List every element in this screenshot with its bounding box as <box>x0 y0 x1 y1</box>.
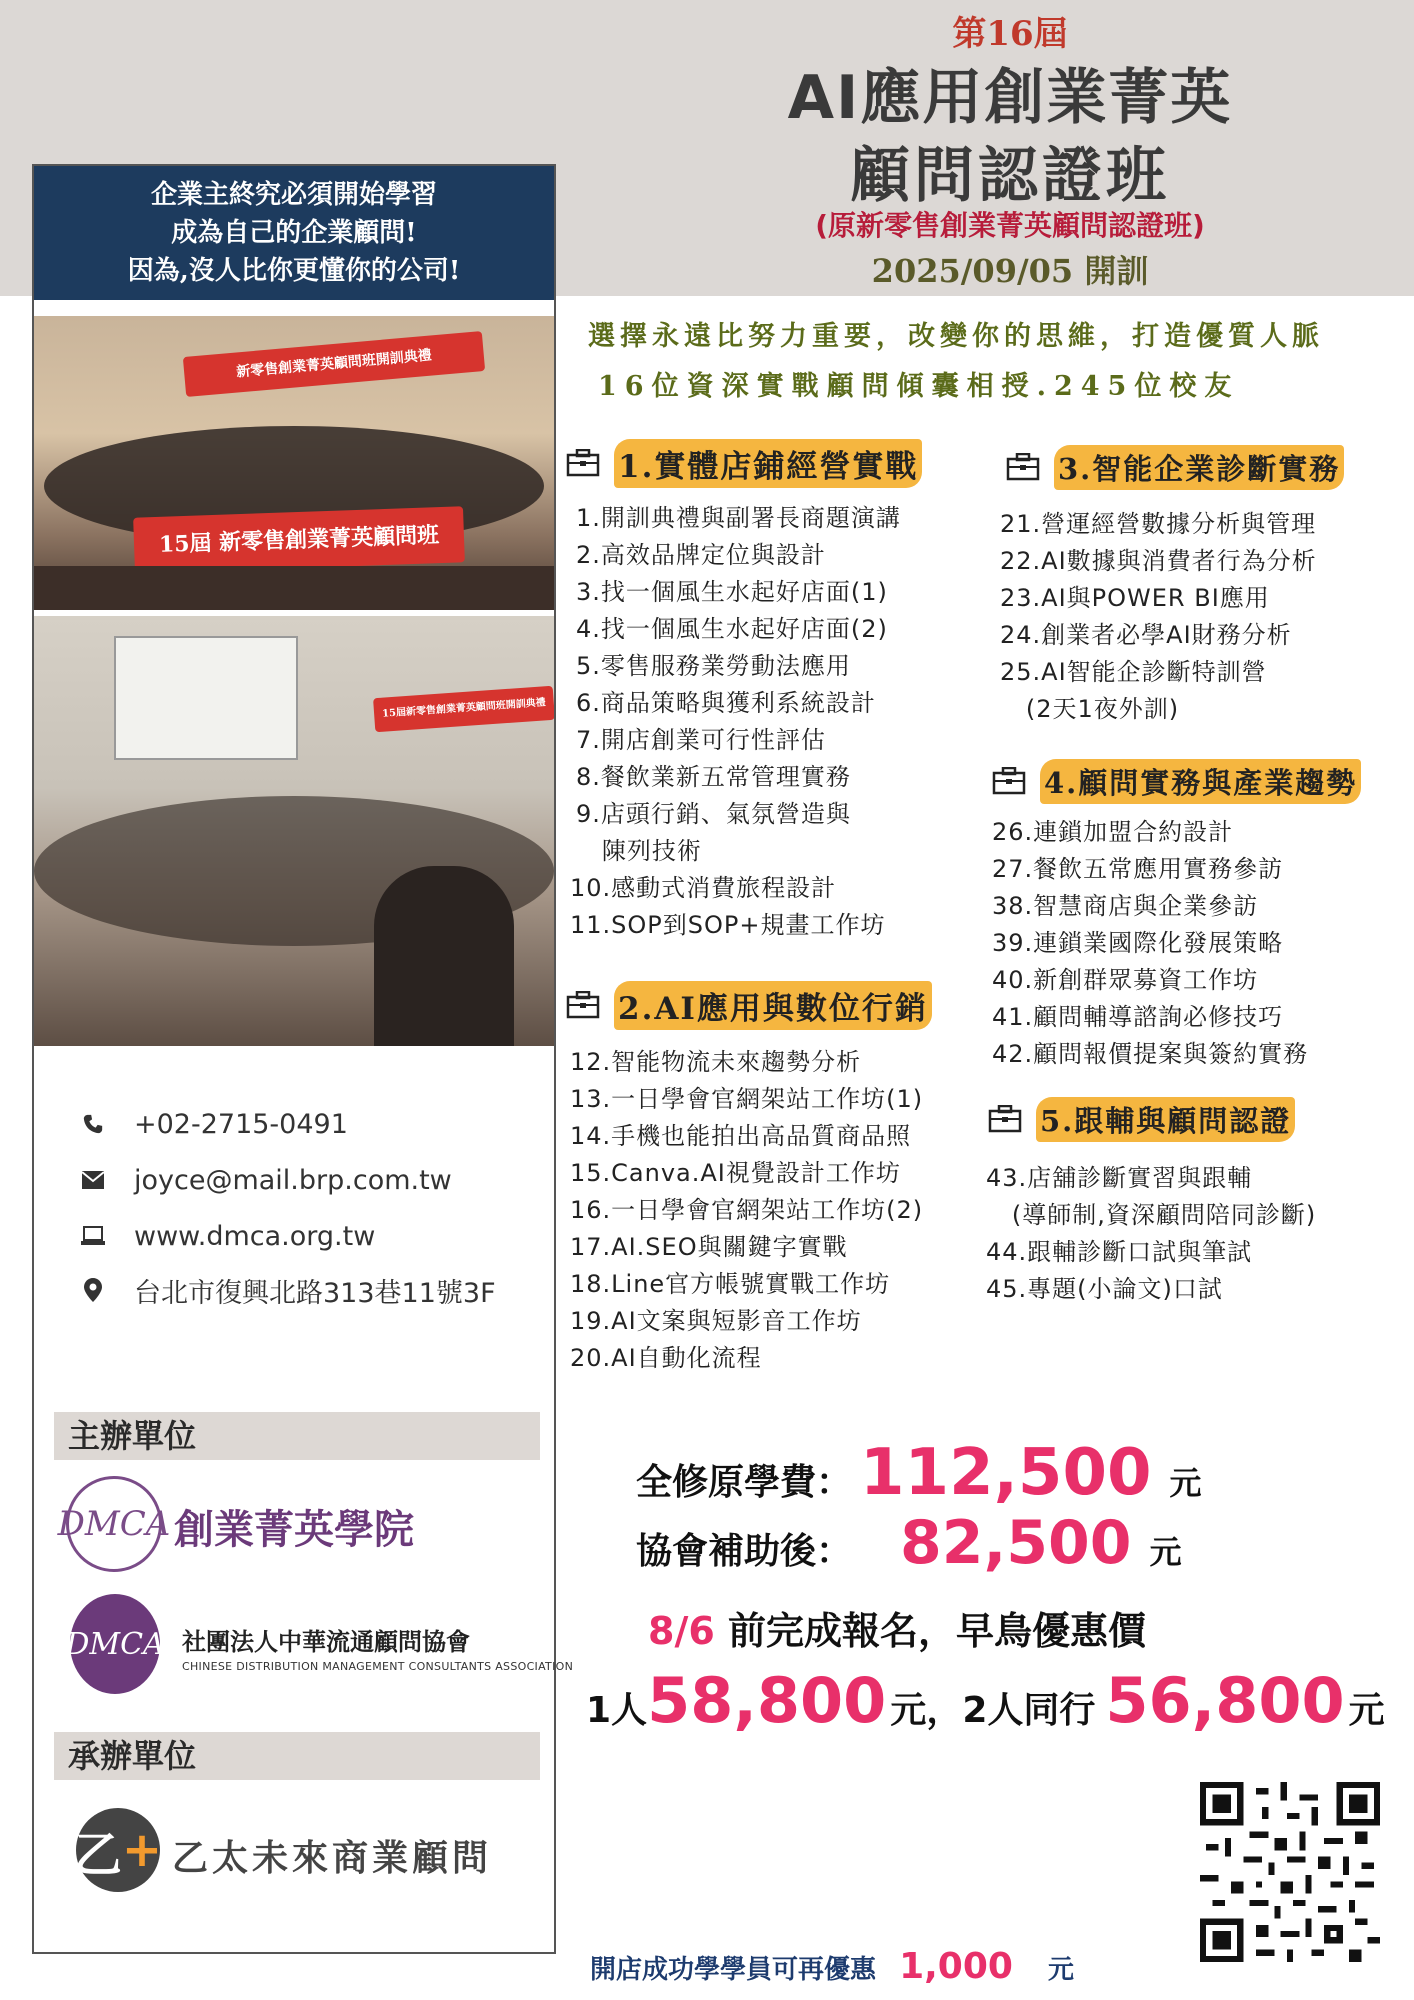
subsidy-price-value: 82,500 <box>900 1508 1132 1578</box>
list-item: 22.AI數據與消費者行為分析 <box>1000 547 1317 575</box>
slogan-line2: 16位資深實戰顧問傾囊相授.245位校友 <box>598 371 1240 402</box>
yita-name: 乙太未來商業顧問 <box>172 1838 493 1879</box>
list-item: 5.零售服務業勞動法應用 <box>576 652 851 680</box>
photo1-banner-bottom: 15屆 新零售創業菁英顧問班 <box>133 506 465 573</box>
briefcase-icon <box>566 991 600 1019</box>
section-3-header <box>1006 442 1344 492</box>
early-bird-text: 前完成報名，早鳥優惠價 <box>714 1609 1146 1653</box>
list-item: 18.Line官方帳號實戰工作坊 <box>570 1270 891 1298</box>
one-person-price: 58,800 <box>647 1664 887 1737</box>
photo2-banner: 15屆新零售創業菁英顧問班開訓典禮 <box>373 686 554 732</box>
list-item: 8.餐飲業新五常管理實務 <box>576 763 851 791</box>
motto-line3: 因為,沒人比你更懂你的公司! <box>127 256 461 286</box>
list-item: 12.智能物流未來趨勢分析 <box>570 1048 862 1076</box>
association-logo: DMCA <box>70 1594 160 1694</box>
section-4-list <box>992 814 1308 1073</box>
phone-icon <box>80 1111 106 1137</box>
section-5-header <box>988 1094 1295 1144</box>
association-english-name: CHINESE DISTRIBUTION MANAGEMENT CONSULTANTS ASSOCIATION <box>182 1660 574 1673</box>
list-item: (導師制,資深顧問陪同診斷) <box>986 1201 1317 1229</box>
slogan-line1: 選擇永遠比努力重要，改變你的思維，打造優質人脈 <box>588 321 1324 352</box>
early-bird-date: 8/6 <box>648 1609 715 1653</box>
motto-line2: 成為自己的企業顧問! <box>171 218 417 248</box>
section-4-title: 4.顧問實務與產業趨勢 <box>1040 759 1361 804</box>
floor-shape <box>34 566 554 610</box>
list-item: 15.Canva.AI視覺設計工作坊 <box>570 1159 901 1187</box>
two-person-price: 56,800 <box>1105 1664 1345 1737</box>
two-person-prefix: 元，2人同行 <box>890 1690 1096 1731</box>
projector-screen <box>114 636 298 760</box>
list-item: 40.新創群眾募資工作坊 <box>992 966 1259 994</box>
list-item: 38.智慧商店與企業參訪 <box>992 892 1259 920</box>
list-item: 39.連鎖業國際化發展策略 <box>992 929 1284 957</box>
list-item: 13.一日學會官網架站工作坊(1) <box>570 1085 924 1113</box>
section-5-title: 5.跟輔與顧問認證 <box>1036 1097 1295 1142</box>
list-item: 17.AI.SEO與關鍵字實戰 <box>570 1233 848 1261</box>
contact-website <box>80 1216 375 1256</box>
list-item: 44.跟輔診斷口試與筆試 <box>986 1238 1253 1266</box>
group-photo <box>34 316 554 610</box>
list-item: 41.顧問輔導諮詢必修技巧 <box>992 1003 1284 1031</box>
list-item: 20.AI自動化流程 <box>570 1344 762 1372</box>
list-item: 19.AI文案與短影音工作坊 <box>570 1307 862 1335</box>
list-item: 24.創業者必學AI財務分析 <box>1000 621 1292 649</box>
foreground-person <box>374 866 514 1046</box>
briefcase-icon <box>566 449 600 477</box>
list-item: 21.營運經營數據分析與管理 <box>1000 510 1317 538</box>
section-1-title: 1.實體店鋪經營實戰 <box>614 439 922 488</box>
briefcase-icon <box>988 1105 1022 1133</box>
subsidy-price-label: 協會補助後： <box>636 1531 853 1572</box>
email-address[interactable]: joyce@mail.brp.com.tw <box>134 1164 452 1196</box>
academy-name: 創業菁英學院 <box>174 1506 414 1553</box>
full-price-value: 112,500 <box>860 1436 1152 1510</box>
contact-email <box>80 1160 452 1200</box>
section-2-list <box>570 1044 923 1377</box>
host-heading: 主辦單位 <box>54 1412 540 1460</box>
list-item: 4.找一個風生水起好店面(2) <box>576 615 888 643</box>
list-item: 2.高效品牌定位與設計 <box>576 541 826 569</box>
bottom-discount-text: 開店成功學學員可再優惠 <box>590 1955 877 1985</box>
briefcase-icon <box>992 767 1026 795</box>
bottom-discount-note <box>590 1946 1190 1987</box>
one-person-prefix: 1人 <box>586 1690 648 1731</box>
full-price-unit: 元 <box>1169 1464 1202 1502</box>
course-title-line1: AI應用創業菁英 <box>787 63 1233 133</box>
location-pin-icon <box>80 1277 106 1303</box>
academy-seal-logo: DMCA <box>66 1476 162 1572</box>
section-1-list <box>570 500 901 944</box>
list-item: 7.開店創業可行性評估 <box>576 726 826 754</box>
yita-logo: 乙 + <box>76 1808 160 1892</box>
section-3-list <box>1000 506 1317 728</box>
full-price-label: 全修原學費： <box>636 1462 853 1503</box>
early-bird-row <box>648 1600 1146 1655</box>
section-2-header <box>566 980 932 1030</box>
contact-address <box>80 1270 496 1310</box>
envelope-icon <box>80 1167 106 1193</box>
list-item: 25.AI智能企診斷特訓營 <box>1000 658 1267 686</box>
section-5-list <box>986 1160 1316 1308</box>
bottom-discount-amount: 1,000 <box>899 1946 1013 1987</box>
section-2-title: 2.AI應用與數位行銷 <box>614 981 932 1030</box>
section-3-title: 3.智能企業診斷實務 <box>1054 445 1344 490</box>
list-item: 23.AI與POWER BI應用 <box>1000 584 1270 612</box>
list-item: (2天1夜外訓) <box>1000 695 1180 723</box>
classroom-photo <box>34 616 554 1046</box>
course-title-line2: 顧問認證班 <box>850 141 1170 211</box>
photo1-banner-top: 新零售創業菁英顧問班開訓典禮 <box>183 331 485 397</box>
list-item: 27.餐飲五常應用實務參訪 <box>992 855 1284 883</box>
motto-box <box>34 166 554 300</box>
list-item: 42.顧問報價提案與簽約實務 <box>992 1040 1309 1068</box>
list-item: 10.感動式消費旅程設計 <box>570 874 837 902</box>
list-item: 26.連鎖加盟合約設計 <box>992 818 1234 846</box>
group-price-row <box>586 1664 1385 1737</box>
address-text: 台北市復興北路313巷11號3F <box>134 1277 496 1309</box>
phone-number[interactable]: +02-2715-0491 <box>134 1108 348 1140</box>
list-item: 1.開訓典禮與副署長商題演講 <box>576 504 901 532</box>
website-url[interactable]: www.dmca.org.tw <box>134 1220 376 1252</box>
motto-line1: 企業主終究必須開始學習 <box>150 180 437 210</box>
list-item: 9.店頭行銷、氣氛營造與 <box>576 800 851 828</box>
list-item: 45.專題(小論文)口試 <box>986 1275 1223 1303</box>
list-item: 43.店舖診斷實習與跟輔 <box>986 1164 1253 1192</box>
qr-code[interactable] <box>1200 1782 1380 1962</box>
list-item: 11.SOP到SOP+規畫工作坊 <box>570 911 886 939</box>
bottom-discount-unit: 元 <box>1048 1955 1075 1985</box>
co-organizer-heading: 承辦單位 <box>54 1732 540 1780</box>
list-item: 14.手機也能拍出高品質商品照 <box>570 1122 912 1150</box>
subsidy-price-row <box>636 1508 1182 1578</box>
start-date: 2025/09/05 開訓 <box>871 252 1149 290</box>
list-item: 陳列技術 <box>576 837 702 865</box>
subsidy-price-unit: 元 <box>1149 1533 1182 1571</box>
association-name: 社團法人中華流通顧問協會 <box>182 1628 470 1656</box>
edition-label: 第16屆 <box>952 14 1068 54</box>
briefcase-icon <box>1006 453 1040 481</box>
course-subtitle: (原新零售創業菁英顧問認證班) <box>815 209 1205 242</box>
section-4-header <box>992 756 1361 806</box>
full-price-row <box>636 1436 1202 1510</box>
laptop-icon <box>80 1223 106 1249</box>
contact-phone <box>80 1104 348 1144</box>
two-person-unit: 元 <box>1348 1690 1385 1731</box>
list-item: 16.一日學會官網架站工作坊(2) <box>570 1196 924 1224</box>
section-1-header <box>566 438 922 488</box>
list-item: 6.商品策略與獲利系統設計 <box>576 689 876 717</box>
list-item: 3.找一個風生水起好店面(1) <box>576 578 888 606</box>
